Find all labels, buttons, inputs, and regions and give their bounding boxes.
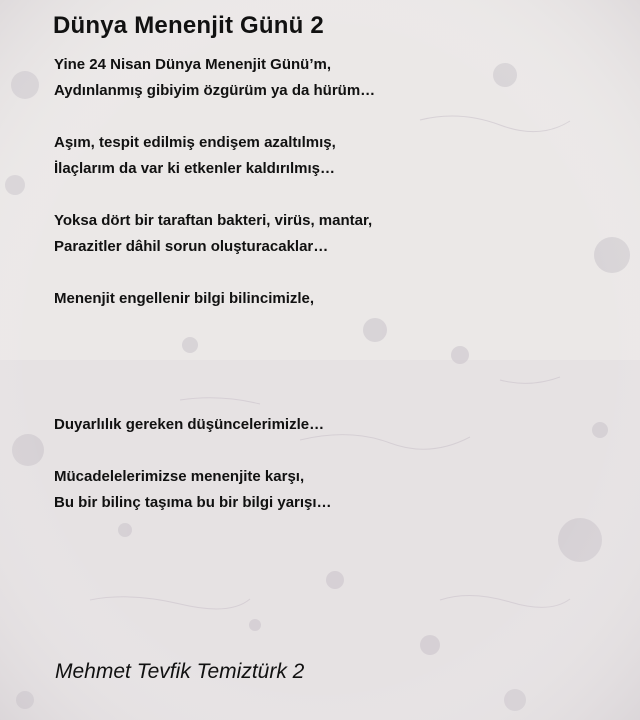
poem-author: Mehmet Tevfik Temiztürk 2 — [55, 660, 305, 683]
poem-line: İlaçlarım da var ki etkenler kaldırılmış… — [54, 160, 335, 177]
poem-line: Duyarlılık gereken düşüncelerimizle… — [54, 416, 325, 433]
poem-line: Parazitler dâhil sorun oluşturacaklar… — [54, 238, 329, 255]
poem-line: Menenjit engellenir bilgi bilincimizle, — [54, 290, 315, 307]
poem-line: Yoksa dört bir taraftan bakteri, virüs, mantar, — [54, 212, 373, 229]
poem-line: Yine 24 Nisan Dünya Menenjit Günü’m, — [54, 56, 331, 73]
poem-line: Aydınlanmış gibiyim özgürüm ya da hürüm… — [54, 82, 376, 99]
poem-title: Dünya Menenjit Günü 2 — [53, 12, 324, 39]
poem-line: Aşım, tespit edilmiş endişem azaltılmış, — [54, 134, 336, 151]
poem-line: Bu bir bilinç taşıma bu bir bilgi yarışı… — [54, 494, 332, 511]
poem-line: Mücadelelerimizse menenjite karşı, — [54, 468, 305, 485]
